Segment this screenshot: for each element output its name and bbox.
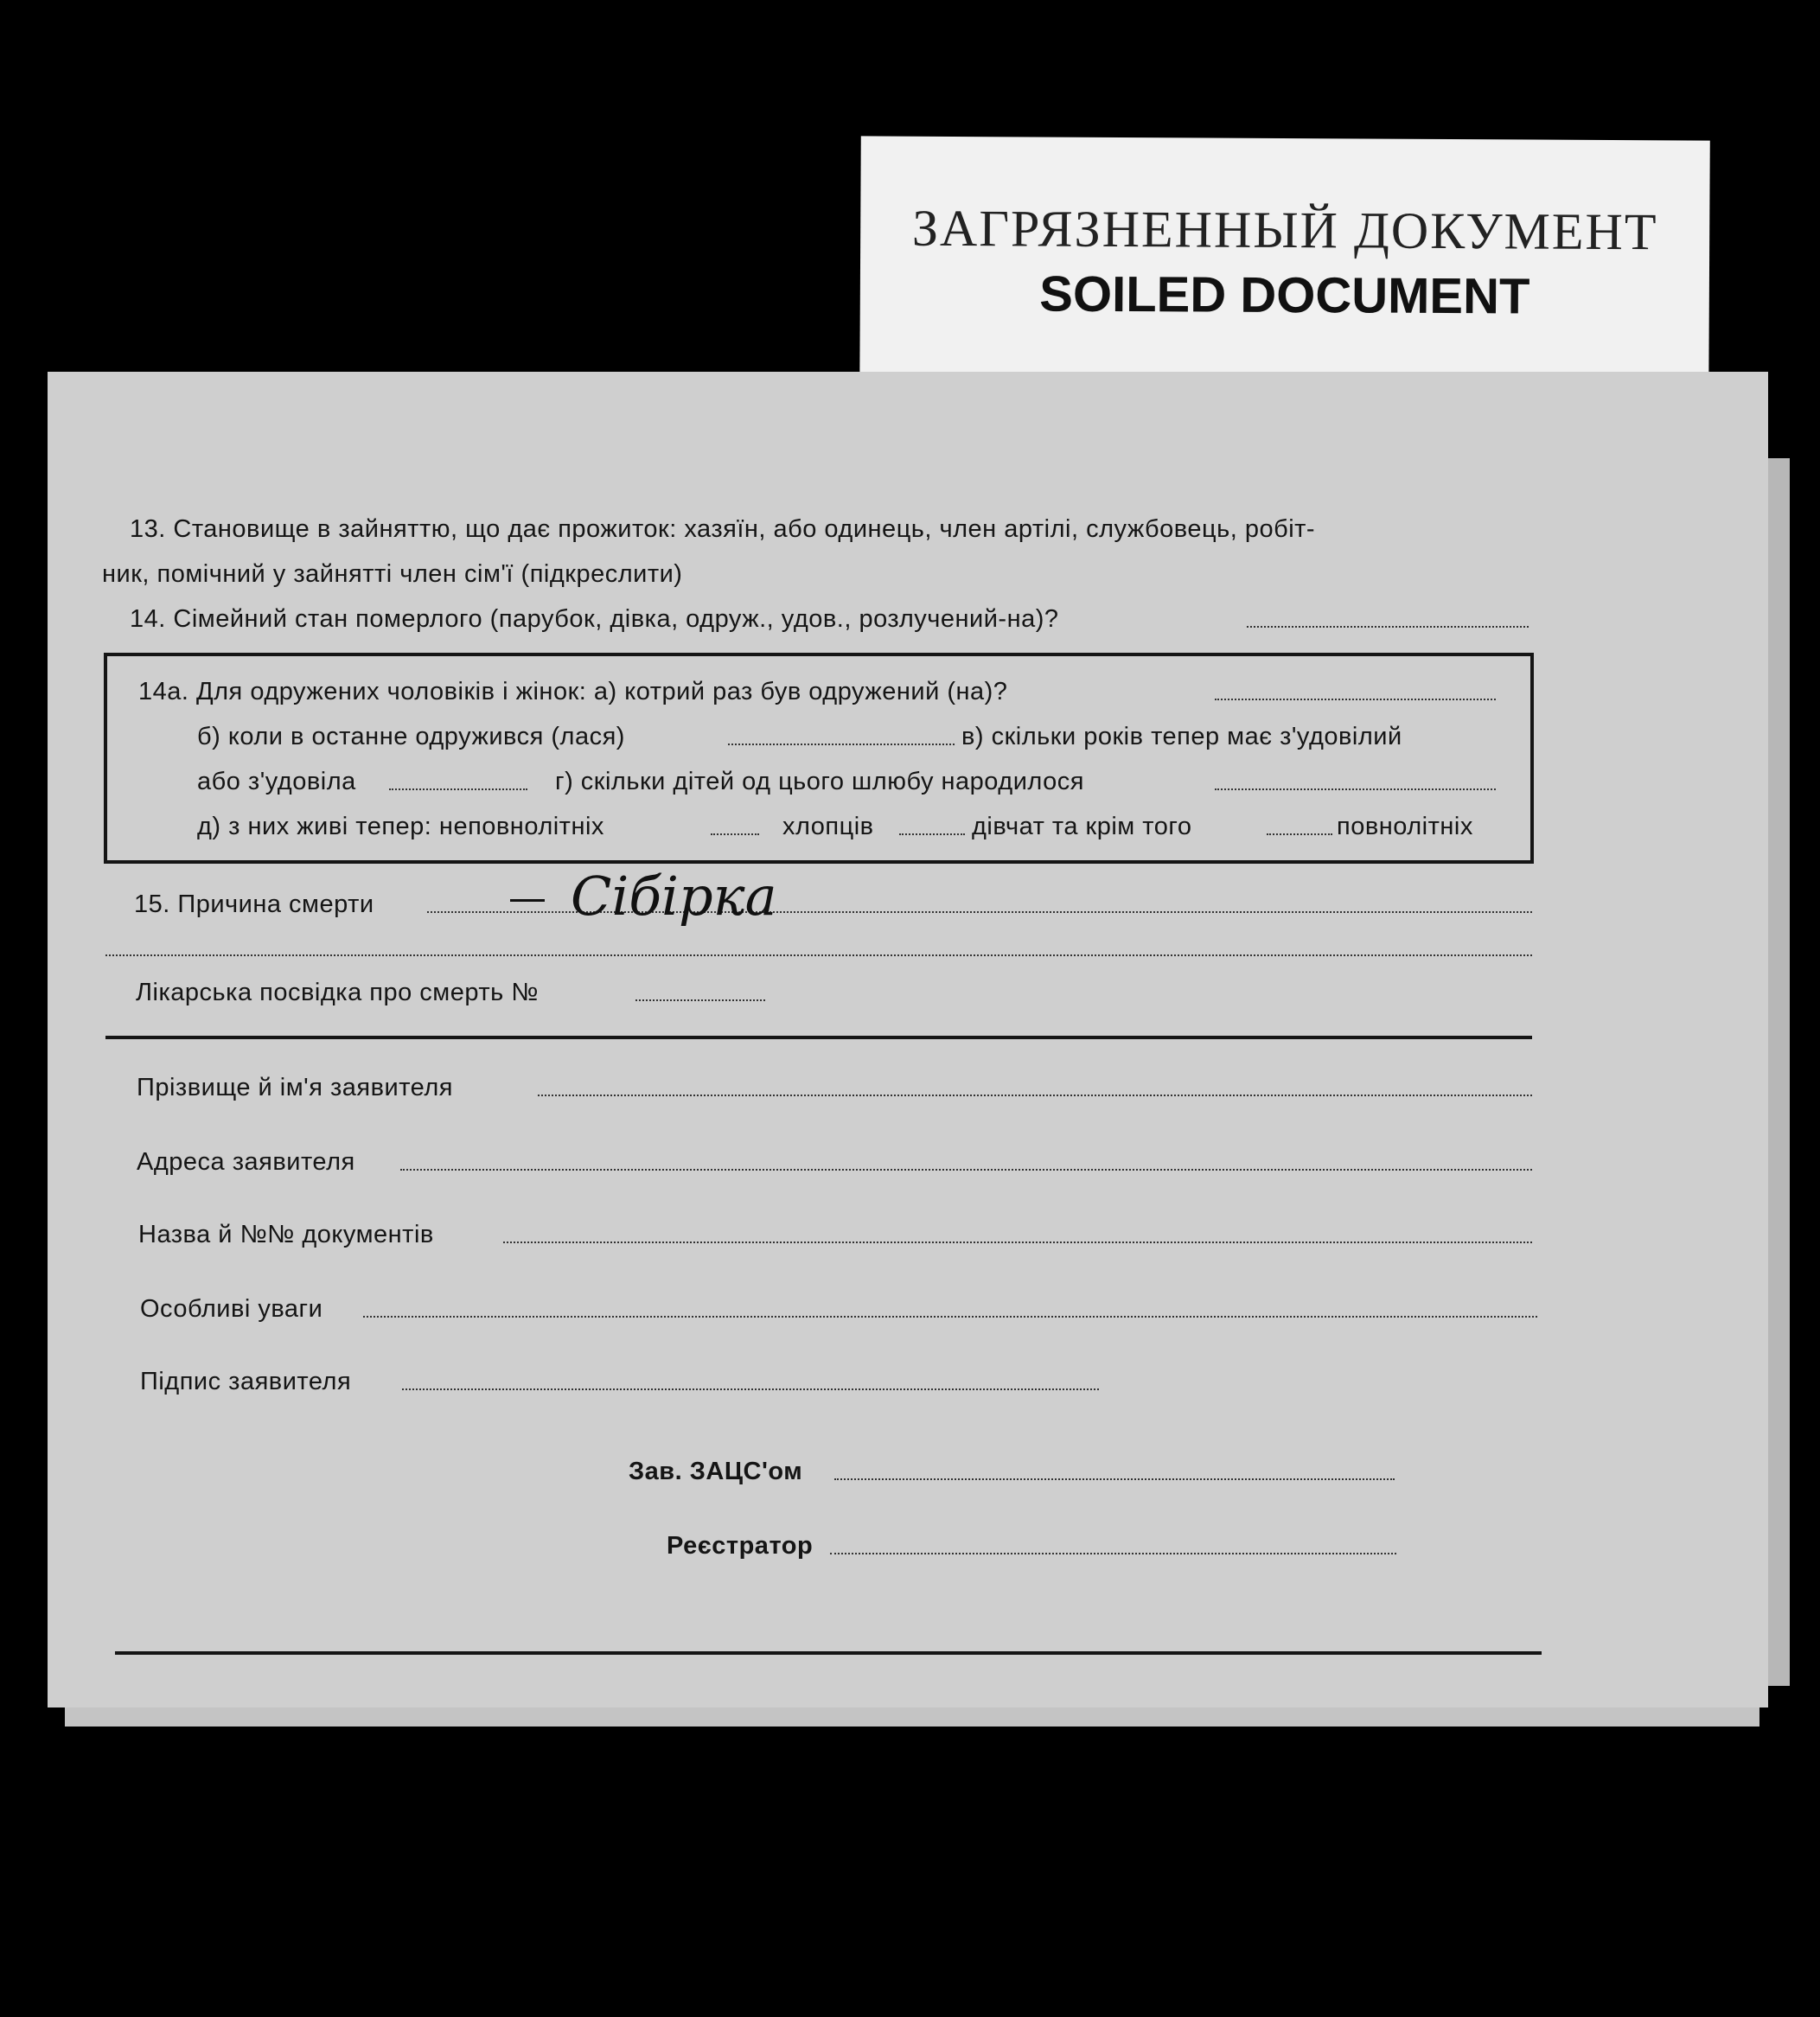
head-zags-label: Зав. ЗАЦС'ом: [629, 1458, 803, 1485]
label-english: SOILED DOCUMENT: [1039, 265, 1530, 325]
registrar-signature-field[interactable]: [830, 1553, 1396, 1554]
sheet-bottom-edge: [65, 1707, 1759, 1727]
item-14a-line2b: в) скільки років тепер має з'удовілий: [961, 723, 1402, 750]
signature-label: Підпис заявителя: [140, 1368, 352, 1395]
item-14-label: 14. Сімейний стан померлого (парубок, дівка, одруж., удов., розлучений-на)?: [130, 605, 1059, 633]
section-divider-top: [105, 1036, 1532, 1039]
item-14a-line4c: дівчат та крім того: [972, 813, 1192, 840]
item-14a-line2a: б) коли в останне одружився (лася): [197, 723, 625, 750]
documents-label: Назва й №№ документів: [138, 1221, 434, 1248]
item-14a-field-a[interactable]: [1215, 699, 1496, 700]
medical-certificate-field[interactable]: [635, 999, 765, 1001]
item-14a-line4d: повнолітніх: [1337, 813, 1473, 840]
handwritten-dash: [510, 899, 545, 902]
item-15-field-line2[interactable]: [105, 954, 1532, 956]
cause-of-death-handwritten: Сібірка: [571, 865, 777, 928]
item-14-field[interactable]: [1247, 626, 1529, 628]
item-14a-line4a: д) з них живі тепер: неповнолітніх: [197, 813, 604, 840]
item-13-line2: ник, помічний у зайнятті член сім'ї (підкреслити): [102, 560, 683, 588]
head-zags-signature-field[interactable]: [834, 1478, 1395, 1480]
applicant-name-label: Прізвище й ім'я заявителя: [137, 1074, 453, 1101]
signature-field[interactable]: [402, 1388, 1099, 1390]
item-14a-line1: 14а. Для одружених чоловіків і жінок: а) котрий раз був одружений (на)?: [138, 678, 1008, 705]
registrar-label: Реєстратор: [667, 1532, 814, 1560]
item-14a-field-minors[interactable]: [711, 833, 759, 835]
applicant-address-field[interactable]: [400, 1169, 1532, 1171]
item-14a-line3b: г) скільки дітей од цього шлюбу народилося: [555, 768, 1084, 795]
item-14a-line4b: хлопців: [782, 813, 874, 840]
remarks-label: Особливі уваги: [140, 1295, 323, 1323]
applicant-name-field[interactable]: [538, 1095, 1532, 1096]
item-13-line1: 13. Становище в зайняттю, що дає прожиток: хазяїн, або одинець, член артілі, службовець, робіт-: [130, 515, 1316, 543]
remarks-field[interactable]: [363, 1316, 1537, 1318]
label-russian: ЗАГРЯЗНЕННЫЙ ДОКУМЕНТ: [911, 199, 1658, 261]
item-14a-field-b[interactable]: [728, 744, 955, 745]
medical-certificate-label: Лікарська посвідка про смерть №: [136, 979, 539, 1006]
section-divider-bottom: [115, 1651, 1542, 1655]
applicant-address-label: Адреса заявителя: [137, 1148, 355, 1176]
item-14a-field-g[interactable]: [1215, 788, 1496, 790]
documents-field[interactable]: [503, 1241, 1532, 1243]
item-14a-line3a: або з'удовіла: [197, 768, 356, 795]
item-14a-field-v[interactable]: [389, 788, 527, 790]
item-14a-field-girls[interactable]: [1267, 833, 1332, 835]
item-14a-field-boys[interactable]: [899, 833, 965, 835]
item-15-label: 15. Причина смерти: [134, 890, 374, 918]
soiled-document-label: [859, 136, 1710, 399]
